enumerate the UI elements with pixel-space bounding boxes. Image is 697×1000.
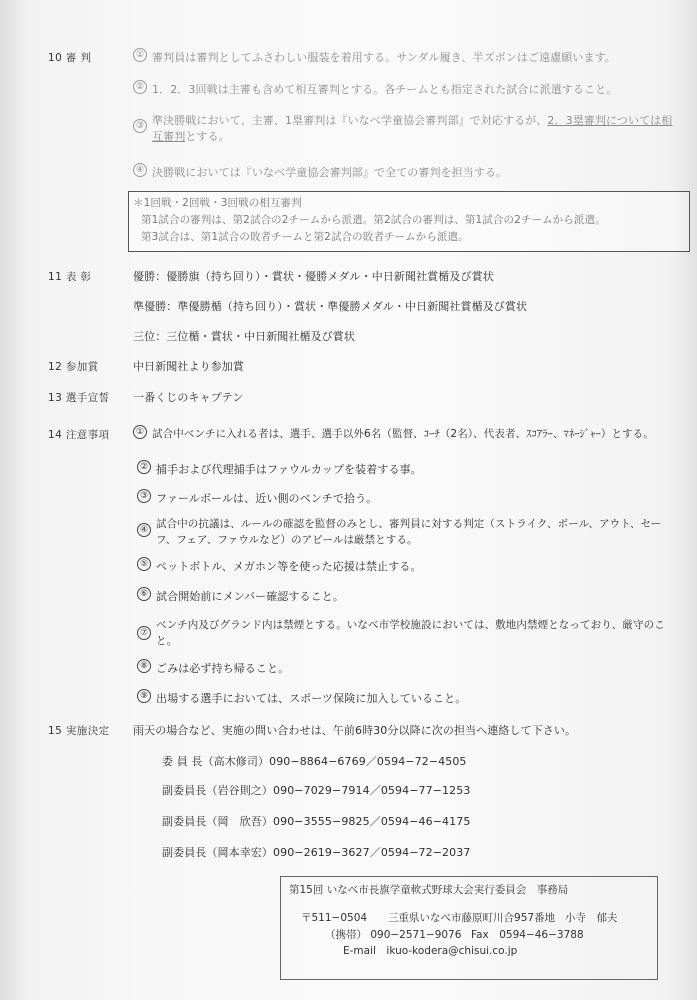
s14-item-8-text: ごみは必ず持ち帰ること。 <box>156 662 290 675</box>
s14-item-9-text: 出場する選手においては、スポーツ保険に加入していること。 <box>156 692 467 705</box>
s10-item-3-text-b: 2．3塁審判については相 <box>547 114 673 127</box>
s10-item-4-text: 決勝戦においては『いなべ学童協会審判部』で全ての審判を担当する。 <box>152 166 508 179</box>
item-number: ① <box>133 48 147 62</box>
contact-vice-chair-3: 副委員長（岡本幸宏）090−2619−3627／0594−72−2037 <box>162 846 471 859</box>
s14-item-7-line-1: ベンチ内及びグランド内は禁煙とする。いなべ市学校施設においては、敷地内禁煙となっており、厳守のこ <box>156 619 665 631</box>
s14-item-1-text: 試合中ベンチに入れる者は、選手、選手以外6名（監督、ｺｰﾁ（2名）、代表者、ｽｺｱﾗｰ、ﾏﾈｰｼﾞｬｰ）とする。 <box>152 428 654 440</box>
referee-note-line-1: 第1試合の審判は、第2試合の2チームから派遣。第2試合の審判は、第1試合の2チームから派遣。 <box>141 214 606 226</box>
item-number: ⑦ <box>137 626 151 640</box>
item-number: ⑥ <box>137 587 151 601</box>
s10-item-3-text-c: 互審判 <box>152 130 186 143</box>
referee-note-line-2: 第3試合は、第1試合の敗者チームと第2試合の敗者チームから派遣。 <box>141 231 469 243</box>
s10-item-1-text: 審判員は審判としてふさわしい服装を着用する。サンダル履き、半ズボンはご遠慮願います。 <box>152 51 616 64</box>
s10-item-3-text-d: とする。 <box>185 130 230 143</box>
office-title: 第15回 いなべ市長旗学童軟式野球大会実行委員会 事務局 <box>289 884 569 896</box>
award-third: 三位：三位楯・賞状・中日新聞社楯及び賞状 <box>133 330 355 343</box>
item-number: ④ <box>133 163 147 177</box>
athlete-oath: 一番くじのキャプテン <box>133 391 244 404</box>
award-runner-up: 準優勝：準優勝楯（持ち回り）・賞状・準優勝メダル・中日新聞社賞楯及び賞状 <box>133 300 528 313</box>
rain-contact-instruction: 雨天の場合など、実施の問い合わせは、午前6時30分以降に次の担当へ連絡して下さい。 <box>133 724 577 737</box>
section-15-label: 15 実施決定 <box>48 725 110 737</box>
s14-item-7-line-2: と。 <box>156 635 178 647</box>
office-person: 小寺 郁夫 <box>565 912 618 924</box>
s10-item-3-text-a: 準決勝戦において、主審、1塁審判は『いなべ学童協会審判部』で対応するが、 <box>152 114 548 127</box>
s14-item-2-text: 捕手および代理捕手はファウルカップを装着する事。 <box>156 463 422 476</box>
section-14-label: 14 注意事項 <box>48 429 110 441</box>
item-number: ① <box>133 425 147 439</box>
referee-note-box <box>128 191 690 252</box>
s10-item-3-line-1 <box>152 112 672 128</box>
s14-item-5-text: ペットボトル、メガホン等を使った応援は禁止する。 <box>156 560 422 573</box>
item-number: ② <box>133 80 147 94</box>
contact-vice-chair-1: 副委員長（岩谷則之）090−7029−7914／0594−77−1253 <box>162 784 471 797</box>
s10-item-2-text: 1．2．3回戦は主審も含めて相互審判とする。各チームとも指定された試合に派遣すること。 <box>152 83 618 96</box>
item-number: ③ <box>133 119 147 133</box>
office-fax: Fax 0594−46−3788 <box>471 929 584 941</box>
office-contact-box <box>280 876 658 980</box>
s14-item-4-line-2: フ、フェア、ファウルなど）のアピールは厳禁とする。 <box>156 534 418 546</box>
contact-vice-chair-2: 副委員長（岡 欣吾）090−3555−9825／0594−46−4175 <box>162 815 471 828</box>
section-13-label: 13 選手宣誓 <box>48 392 110 404</box>
s14-item-3-text: ファールボールは、近い側のベンチで拾う。 <box>156 492 378 505</box>
section-12-label: 12 参加賞 <box>48 361 99 373</box>
item-number: ⑧ <box>137 659 151 673</box>
office-mobile: （携帯） 090−2571−9076 <box>325 929 462 941</box>
s14-item-6-text: 試合開始前にメンバー確認すること。 <box>156 590 344 603</box>
item-number: ③ <box>137 489 151 503</box>
section-11-label: 11 表 彰 <box>48 271 92 283</box>
award-winner: 優勝：優勝旗（持ち回り）・賞状・優勝メダル・中日新聞社賞楯及び賞状 <box>133 270 494 283</box>
contact-chair: 委 員 長（高木修司）090−8864−6769／0594−72−4505 <box>162 755 467 768</box>
s14-item-4-line-1: 試合中の抗議は、ルールの確認を監督のみとし、審判員に対する判定（ストライク、ボール、アウト、セー <box>156 518 662 530</box>
referee-note-title: ＊1回戦・2回戦・3回戦の相互審判 <box>133 197 302 209</box>
item-number: ⑤ <box>137 557 151 571</box>
item-number: ⑨ <box>137 689 151 703</box>
office-address: 〒511−0504 三重県いなべ市藤原町川合957番地 <box>301 912 556 924</box>
s10-item-3-line-2 <box>152 128 230 144</box>
section-10-label: 10 審 判 <box>48 52 92 64</box>
item-number: ④ <box>137 523 151 537</box>
office-email: E-mail ikuo-kodera@chisui.co.jp <box>343 945 518 957</box>
participation-prize: 中日新聞社より参加賞 <box>133 360 244 373</box>
item-number: ② <box>137 460 151 474</box>
